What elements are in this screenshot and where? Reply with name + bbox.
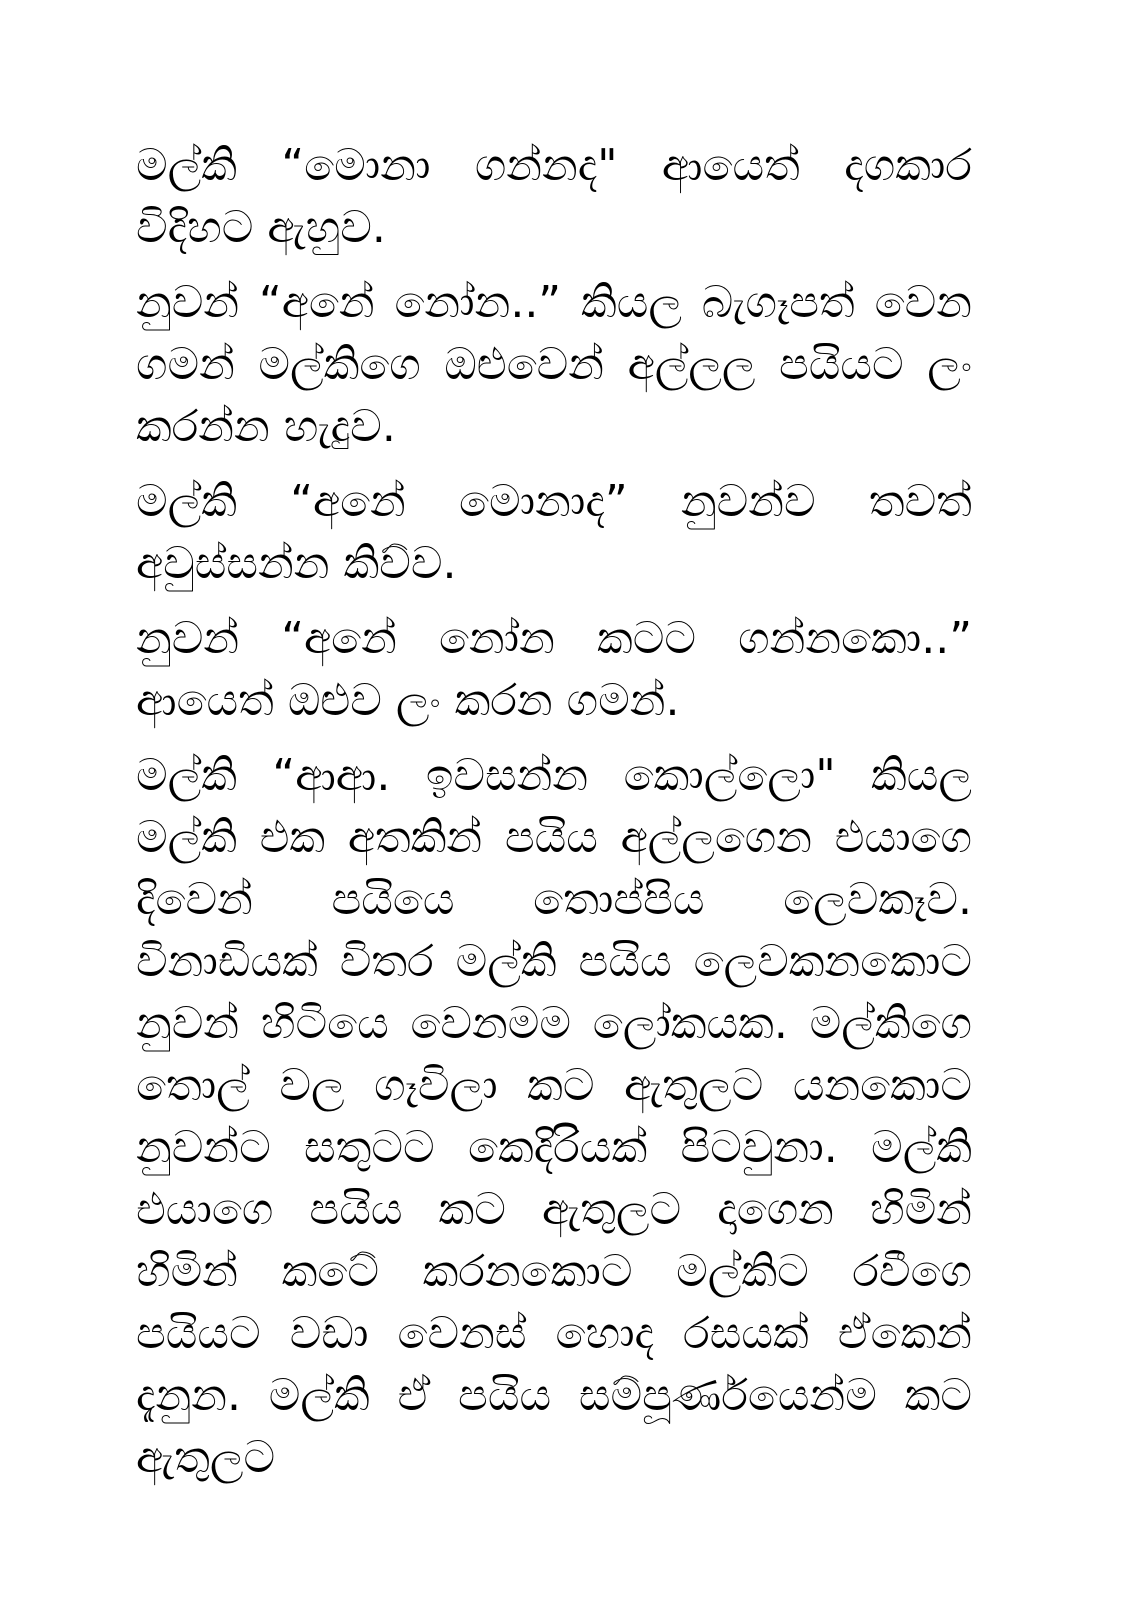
paragraph-5: මල්කි “ආආ. ඉවසන්න කොල්ලො" කියල මල්කි එක අතකින් පයිය අල්ලගෙන එයාගෙ දිවෙන් පයියෙ තොප්පිය ලෙවකෑව. විනාඩියක් විතර මල්කි පයිය ලෙවකනකොට නුවන් හිටියෙ වෙනමම ලෝකයක. මල්කිගෙ තොල් වල ගෑවිලා කට ඇතුලට යනකොට නුවන්ට සතුටට කෙදිරියක් පිටවුනා. මල්කි එයාගෙ පයිය කට ඇතුලට දාගෙන හිමින් හිමින් කටේ කරනකොට මල්කිට රවීගෙ පයියට වඩා වෙනස් හොද රසයක් ඒකෙන් දැනුන. මල්කි ඒ පයිය සම්පූර්ණයෙන්ම කට ඇතුලට: [136, 750, 972, 1483]
paragraph-1: මල්කි “මොනා ගන්නද" ආයෙත් දගකාර විදිහට ඇහුව.: [136, 140, 972, 253]
body-text: [136, 135, 972, 1502]
paragraph-4: නුවන් “අනේ නෝන කටට ගන්නකො..” ආයෙත් ඔළුව ලං කරන ගමන්.: [136, 613, 972, 726]
paragraph-2: නුවන් “අනේ නෝන..” කියල බැගෑපත් වෙන ගමන් මල්කිගෙ ඔළුවෙන් අල්ලල පයියට ලං කරන්න හැදුව.: [136, 277, 972, 452]
paragraph-3: මල්කි “අනේ මොනාද” නුවන්ව තවත් අවුස්සන්න කිව්ව.: [136, 476, 972, 589]
